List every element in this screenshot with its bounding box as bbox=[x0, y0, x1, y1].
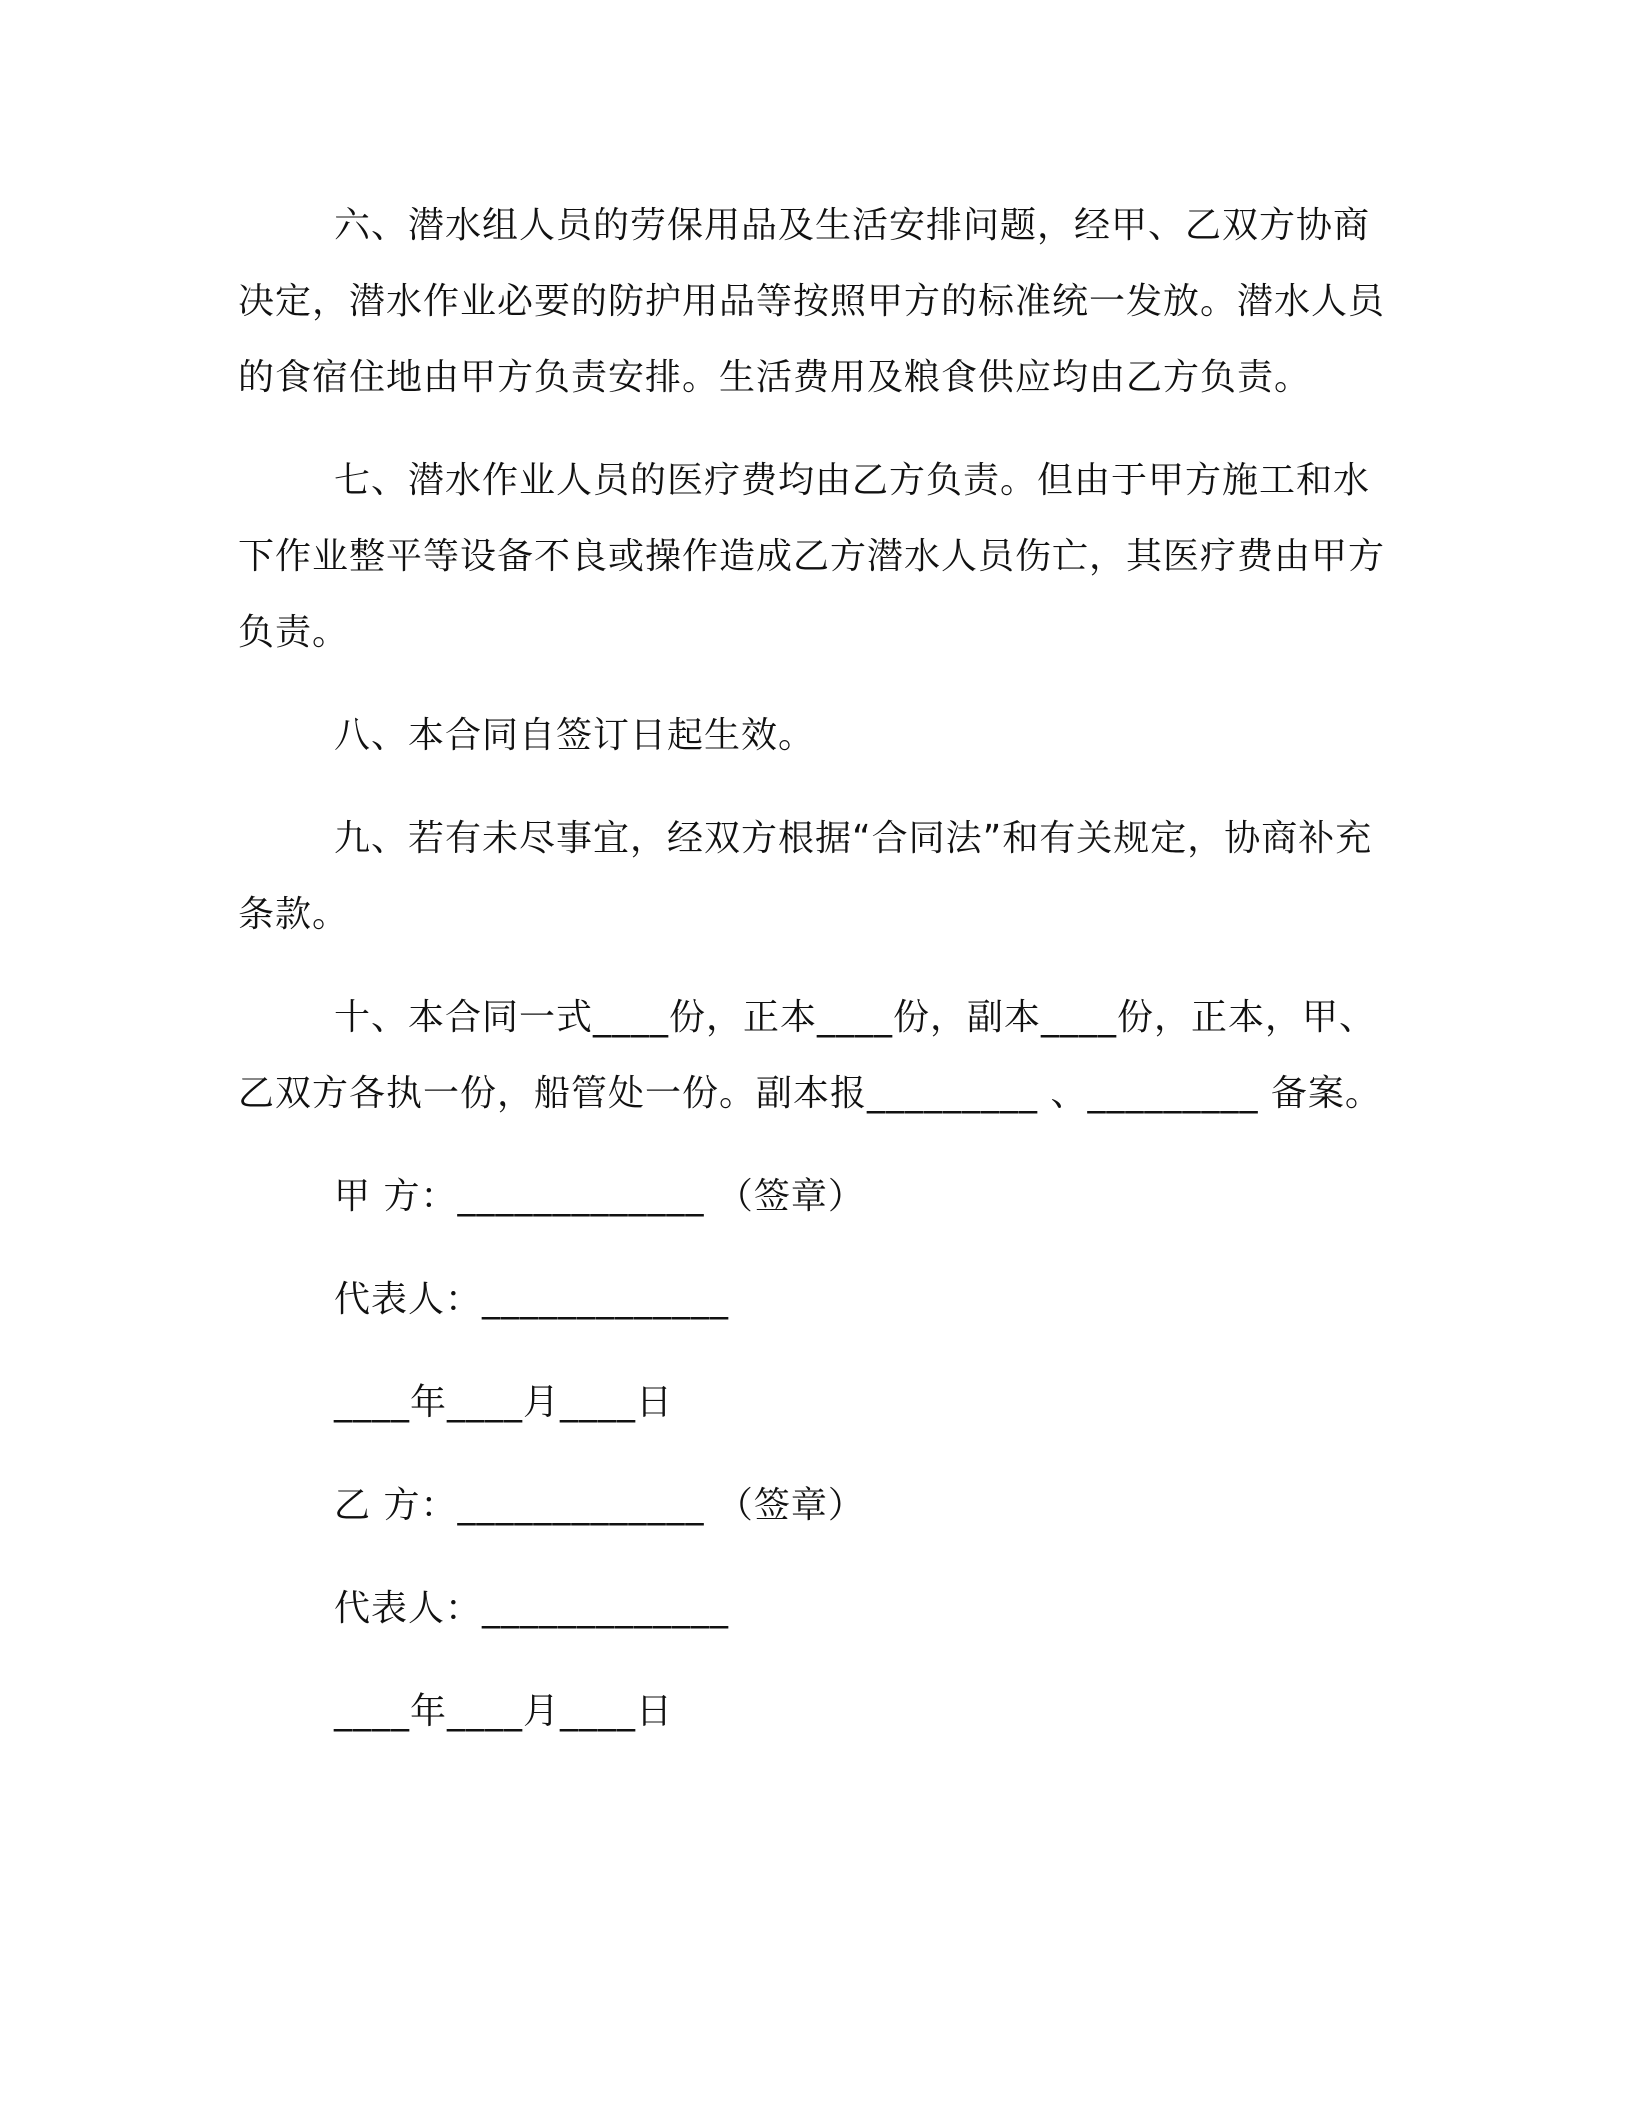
party-b-date-line: ____年____月____日 bbox=[334, 1691, 674, 1732]
clause-10: 十、本合同一式____份，正本____份，副本____份，正本，甲、乙双方各执一份，船管处一份。副本报_________ 、_________ 备案。 bbox=[238, 997, 1382, 1114]
party-a-date-line: ____年____月____日 bbox=[334, 1382, 674, 1423]
party-a-representative-line: 代表人：_____________ bbox=[334, 1279, 730, 1320]
document-body bbox=[238, 188, 1388, 1777]
party-a-signature-line: 甲 方：_____________ （签章） bbox=[334, 1176, 865, 1217]
clause-6: 六、潜水组人员的劳保用品及生活安排问题，经甲、乙双方协商决定，潜水作业必要的防护用品等按照甲方的标准统一发放。潜水人员的食宿住地由甲方负责安排。生活费用及粮食供应均由乙方负责。 bbox=[238, 205, 1386, 398]
party-b-signature-line: 乙 方：_____________ （签章） bbox=[334, 1485, 865, 1526]
clause-7: 七、潜水作业人员的医疗费均由乙方负责。但由于甲方施工和水下作业整平等设备不良或操作造成乙方潜水人员伤亡，其医疗费由甲方负责。 bbox=[238, 460, 1386, 653]
clause-9: 九、若有未尽事宜，经双方根据“合同法”和有关规定，协商补充条款。 bbox=[238, 818, 1373, 935]
clause-8: 八、本合同自签订日起生效。 bbox=[334, 715, 816, 756]
party-b-representative-line: 代表人：_____________ bbox=[334, 1588, 730, 1629]
